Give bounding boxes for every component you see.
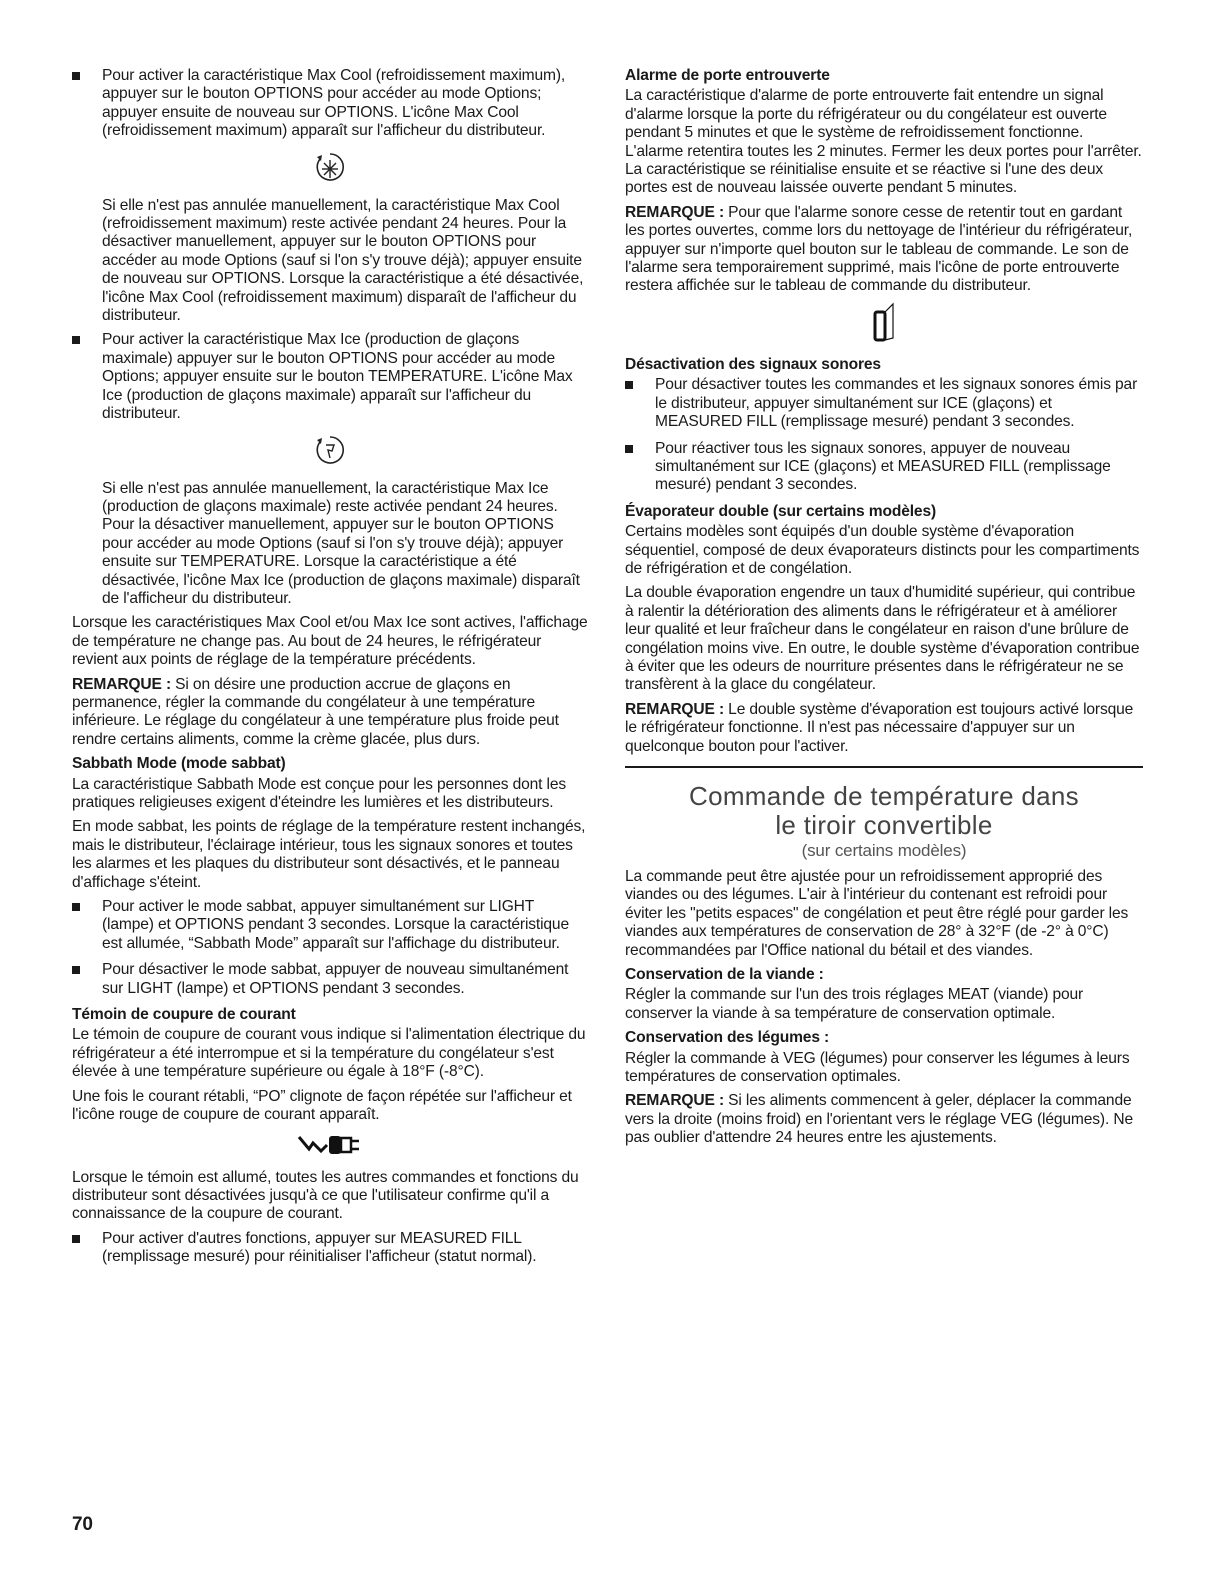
sabbath-heading: Sabbath Mode (mode sabbat) [72,755,286,773]
list-item-text: Pour activer le mode sabbat, appuyer simultanément sur LIGHT (lampe) et OPTIONS pendant 3 secondes. Lorsque la caractéristique est allumée, “Sabbath Mode” apparaît sur l'affichage du distributeur. [102,898,569,952]
list-item [72,331,588,423]
bullet-icon [72,1235,80,1243]
meat-heading: Conservation de la viande : [625,966,824,984]
note-text: Si on désire une production accrue de glaçons en permanence, régler la commande du congélateur à une température inférieure. Le réglage du congélateur à une température plus froide peut rendre certains aliments, comme la crème glacée, plus durs. [72,675,559,748]
section-title [625,782,1143,840]
paragraph: La commande peut être ajustée pour un refroidissement approprié des viandes ou des légumes. L'air à l'intérieur du contenant est refroidi pour éviter les "petits espaces" de congélation et peut être réglé pour garder les viandes aux températures de conservation de 28° à 32°F (de -2° à 0°C) recommandées par l'Office national du bétail et des viandes. [625,868,1129,959]
paragraph: En mode sabbat, les points de réglage de la température restent inchangés, mais le distributeur, l'éclairage intérieur, tous les signaux sonores et toutes les alarmes et les plaques du distributeur sont désactivés, et le panneau d'affichage s'éteint. [72,818,586,891]
note [72,676,588,750]
paragraph: La caractéristique d'alarme de porte entrouverte fait entendre un signal d'alarme lorsque la porte du réfrigérateur ou du congélateur est ouverte pendant 5 minutes et que le système de refroidissement fonctionne. L'alarme retentira toutes les 2 minutes. Fermer les deux portes pour l'arrêter. La caractéristique se réinitialise ensuite et se réactive si l'une des deux portes est de nouveau laissée ouverte pendant 5 minutes. [625,87,1142,197]
max-ice-details: Si elle n'est pas annulée manuellement, la caractéristique Max Ice (production de glaçons maximale) reste activée pendant 24 heures. Pour la désactiver manuellement, appuyer sur le bouton OPTIONS pour accéder au mode Options (sauf si l'on s'y trouve déjà); appuyer ensuite sur TEMPERATURE. Lorsque la caractéristique a été désactivée, l'icône Max Ice (production de glaçons maximale) disparaît de l'afficheur du distributeur. [102,479,580,607]
bullet-icon [72,336,80,344]
max-cool-icon [72,149,588,189]
note-text: Si les aliments commencent à geler, déplacer la commande vers la droite (moins froid) en l'orientant vers le réglage VEG (légumes). Ne pas oublier d'attendre 24 heures entre les ajustements. [625,1092,1133,1147]
page-number: 70 [72,1514,93,1535]
note [625,1092,1143,1147]
list-item [72,898,588,953]
door-ajar-icon [625,302,1143,348]
max-ice-icon [72,432,588,472]
vegetables-heading: Conservation des légumes : [625,1029,830,1047]
section-subtitle: (sur certains modèles) [801,841,967,860]
paragraph: Lorsque le témoin est allumé, toutes les autres commandes et fonctions du distributeur sont désactivées jusqu'à ce que l'utilisateur confirme qu'il a connaissance de la coupure de courant. [72,1168,579,1223]
list-item-text: Pour activer d'autres fonctions, appuyer sur MEASURED FILL (remplissage mesuré) pour réinitialiser l'afficheur (statut normal). [102,1229,537,1266]
note-text: Pour que l'alarme sonore cesse de retentir tout en gardant les portes ouvertes, comme lors du nettoyage de l'intérieur du réfrigérateur, appuyer sur n'importe quel bouton sur le tableau de commande. Le son de l'alarme sera temporairement supprimé, mais l'icône de porte entrouverte restera affichée sur le tableau de commande du distributeur. [625,203,1133,295]
paragraph: La caractéristique Sabbath Mode est conçue pour les personnes dont les pratiques religieuses exigent d'éteindre les lumières et les distributeurs. [72,775,567,811]
paragraph: Une fois le courant rétabli, “PO” clignote de façon répétée sur l'afficheur et l'icône rouge de coupure de courant apparaît. [72,1087,572,1124]
sound-disable-heading: Désactivation des signaux sonores [625,355,881,373]
section-title-line: le tiroir convertible [775,810,993,840]
max-cool-details: Si elle n'est pas annulée manuellement, la caractéristique Max Cool (refroidissement maximum) reste activée pendant 24 heures. Pour la désactiver manuellement, appuyer sur le bouton OPTIONS pour accéder au mode Options (sauf si l'on s'y trouve déjà); appuyer ensuite de nouveau sur OPTIONS. Lorsque la caractéristique a été désactivée, l'icône Max Cool (refroidissement maximum) disparaît de l'afficheur du distributeur. [102,196,584,325]
max-ice-instruction: Pour activer la caractéristique Max Ice (production de glaçons maximale) appuyer sur le bouton OPTIONS pour accéder au mode Options; appuyer ensuite sur le bouton TEMPERATURE. L'icône Max Ice (production de glaçons maximale) apparaît sur l'afficheur du distributeur. [102,331,573,423]
list-item-text: Pour désactiver le mode sabbat, appuyer de nouveau simultanément sur LIGHT (lampe) et OPTIONS pendant 3 secondes. [102,961,569,997]
paragraph: Lorsque les caractéristiques Max Cool et/ou Max Ice sont actives, l'affichage de température ne change pas. Au bout de 24 heures, le réfrigérateur revient aux points de réglage de la température précédents. [72,614,588,669]
right-column [625,67,1143,1154]
bullet-icon [625,445,633,453]
door-ajar-heading: Alarme de porte entrouverte [625,67,830,84]
note-label: REMARQUE : [625,700,724,718]
section-divider [625,766,1143,768]
list-item [72,961,588,998]
note-text: Le double système d'évaporation est toujours activé lorsque le réfrigérateur fonctionne. Il n'est pas nécessaire d'appuyer sur un quelconque bouton pour l'activer. [625,700,1134,755]
dual-evaporator-heading: Évaporateur double (sur certains modèles) [625,502,937,520]
bullet-icon [625,381,633,389]
bullet-icon [72,903,80,911]
list-item [625,376,1143,431]
note [625,701,1143,756]
section-title-line: Commande de température dans [689,781,1079,811]
note-label: REMARQUE : [625,1092,724,1110]
note [625,204,1143,296]
list-item [625,440,1143,495]
bullet-icon [72,72,80,80]
paragraph: La double évaporation engendre un taux d'humidité supérieur, qui contribue à ralentir la détérioration des aliments dans le réfrigérateur et à améliorer leur qualité et leur fraîcheur dans le congélateur en raison d'une brûlure de congélation moins vive. En outre, le double système d'évaporation contribue à éviter que les odeurs de nourriture présentes dans le réfrigérateur ne se transfèrent à la glace du congélateur. [625,584,1140,694]
power-outage-icon [72,1131,588,1161]
paragraph: Régler la commande sur l'un des trois réglages MEAT (viande) pour conserver la viande à sa température de conservation optimale. [625,986,1084,1022]
max-cool-instruction: Pour activer la caractéristique Max Cool (refroidissement maximum), appuyer sur le bouton OPTIONS pour accéder au mode Options; appuyer ensuite de nouveau sur OPTIONS. L'icône Max Cool (refroidissement maximum) apparaît sur l'afficheur du distributeur. [102,67,566,140]
list-item-text: Pour réactiver tous les signaux sonores, appuyer de nouveau simultanément sur ICE (glaçons) et MEASURED FILL (remplissage mesuré) pendant 3 secondes. [655,439,1111,494]
paragraph: Régler la commande à VEG (légumes) pour conserver les légumes à leurs températures de conservation optimales. [625,1049,1130,1086]
note-label: REMARQUE : [625,203,724,221]
list-item-text: Pour désactiver toutes les commandes et les signaux sonores émis par le distributeur, appuyer simultanément sur ICE (glaçons) et MEASURED FILL (remplissage mesuré) pendant 3 secondes. [655,376,1138,431]
bullet-icon [72,966,80,974]
left-column [72,67,588,1275]
paragraph: Certains modèles sont équipés d'un double système d'évaporation séquentiel, composé de deux évaporateurs distincts pour les compartiments de réfrigération et de congélation. [625,523,1140,577]
note-label: REMARQUE : [72,675,171,693]
power-outage-heading: Témoin de coupure de courant [72,1006,296,1024]
paragraph: Le témoin de coupure de courant vous indique si l'alimentation électrique du réfrigérateur a été interrompue et si la température du congélateur s'est élevée à une température supérieure ou égale à 18°F (-8°C). [72,1026,586,1081]
list-item [72,67,588,141]
list-item [72,1230,588,1267]
